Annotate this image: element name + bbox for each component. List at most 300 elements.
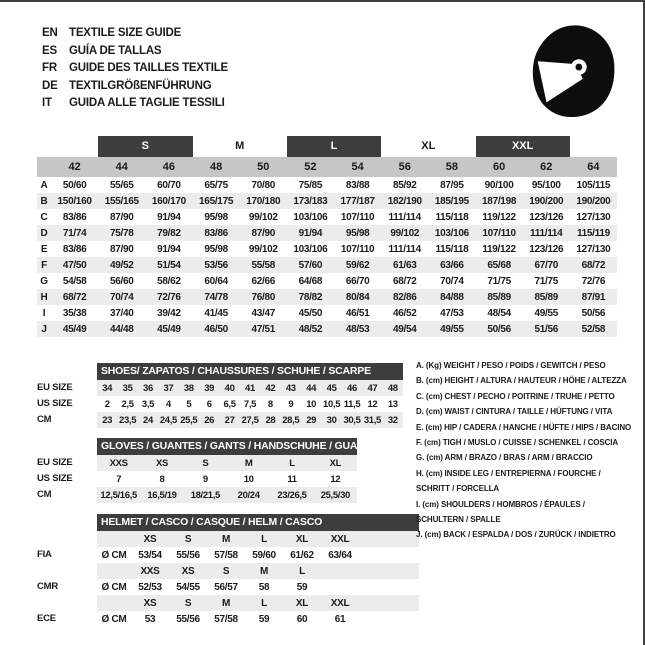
measurement-value: 107/110	[482, 227, 516, 239]
table-cell: 29	[306, 414, 317, 426]
measurement-value: 99/102	[248, 243, 278, 255]
measurement-row	[37, 177, 617, 193]
table-cell: 46	[347, 382, 357, 394]
table-cell: 10,5	[323, 398, 341, 410]
table-row	[97, 455, 357, 471]
gloves-table	[37, 438, 374, 503]
measurement-value: 123/126	[529, 243, 564, 255]
measurement-value: 70/74	[440, 275, 464, 287]
table-row	[97, 412, 403, 428]
language-legend	[42, 25, 228, 113]
table-cell: 54/55	[176, 581, 200, 593]
legend-line: E. (cm) HIP / CADERA / HANCHE / HÜFTE / HIPS / BACINO	[416, 422, 632, 432]
measurement-value: 85/92	[392, 179, 417, 191]
numeric-size: 62	[540, 161, 553, 173]
legend-item	[416, 358, 642, 373]
table-row	[97, 471, 357, 487]
measurement-value: 46/50	[204, 323, 228, 335]
measurement-value: 53/56	[204, 259, 228, 271]
measurement-value: 177/187	[340, 195, 375, 207]
table-cell: 57/58	[214, 613, 238, 625]
table-cell: 10	[306, 398, 317, 410]
table-cell: 53/54	[138, 549, 162, 561]
size-band-m: M	[235, 140, 245, 152]
legend-item	[416, 527, 642, 542]
legend-item	[416, 435, 642, 450]
table-cell: 8	[159, 473, 165, 485]
measurement-value: 49/55	[534, 307, 558, 319]
row-letter: B	[40, 195, 48, 207]
table-cell: 61	[334, 613, 346, 625]
table-cell: 59/60	[252, 549, 276, 561]
measurement-value: 71/74	[62, 227, 87, 239]
legend-item	[416, 420, 642, 435]
table-row	[97, 563, 419, 579]
measurement-value: 119/122	[482, 243, 516, 255]
table-cell: 18/21,5	[190, 489, 220, 501]
measurement-value: 95/98	[345, 227, 370, 239]
table-cell: XXL	[330, 533, 350, 545]
table-cell: 5	[186, 398, 192, 410]
numeric-size: 56	[398, 161, 411, 173]
measurement-value: 107/110	[340, 243, 375, 255]
measurement-row	[37, 289, 617, 305]
table-cell: M	[221, 533, 231, 545]
table-cell: XL	[329, 457, 342, 469]
measurement-row	[37, 321, 617, 337]
gloves-row-labels	[37, 438, 97, 503]
table-cell: 9	[202, 473, 208, 485]
legend-line: I. (cm) SHOULDERS / HOMBROS / ÉPAULES /	[416, 499, 585, 509]
measurement-value: 111/114	[388, 211, 421, 223]
measurement-value: 83/88	[345, 179, 370, 191]
table-cell: L	[261, 597, 267, 609]
legend-item	[416, 389, 642, 404]
row-label: FIA	[37, 549, 52, 560]
row-label: CMR	[37, 581, 59, 592]
table-cell: 12	[367, 398, 378, 410]
measurement-value: 91/94	[157, 211, 181, 223]
table-cell: M	[259, 565, 269, 577]
table-cell: 20/24	[237, 489, 260, 501]
table-cell: S	[222, 565, 230, 577]
table-cell: 11,5	[343, 398, 361, 410]
table-cell: 55/56	[176, 613, 200, 625]
legend-line: H. (cm) INSIDE LEG / ENTREPIERNA / FOURCHE /	[416, 468, 601, 478]
table-cell: 32	[387, 414, 398, 426]
table-cell: 28,5	[282, 414, 300, 426]
measurement-value: 51/54	[157, 259, 181, 271]
row-letter: C	[40, 211, 48, 223]
table-cell: 44	[306, 382, 317, 394]
measurement-value: 87/91	[581, 291, 606, 303]
table-cell: 28	[265, 414, 276, 426]
measurement-value: 49/54	[392, 323, 417, 335]
measurement-value: 47/51	[251, 323, 275, 335]
measurement-row	[37, 209, 617, 225]
measurement-value: 54/58	[62, 275, 87, 287]
measurement-value: 78/82	[298, 291, 323, 303]
table-cell: S	[184, 597, 192, 609]
measurement-value: 127/130	[576, 211, 611, 223]
numeric-size: 50	[257, 161, 270, 173]
measurement-value: 107/110	[340, 211, 375, 223]
language-title: TEXTILE SIZE GUIDE	[69, 27, 182, 39]
legend-line: B. (cm) HEIGHT / ALTURA / HAUTEUR / HÖHE / ALTEZZA	[416, 376, 627, 386]
row-label: US SIZE	[37, 398, 73, 409]
language-row	[42, 95, 228, 113]
measurement-value: 60/64	[204, 275, 228, 287]
size-band-xxl: XXL	[476, 136, 570, 157]
table-cell: 53	[144, 613, 156, 625]
table-cell: 59	[296, 581, 308, 593]
table-cell: Ø CM	[101, 613, 127, 625]
table-cell: Ø CM	[101, 581, 127, 593]
table-cell: XS	[143, 597, 157, 609]
measurement-value: 61/63	[392, 259, 417, 271]
size-band-row	[37, 136, 617, 157]
table-cell: 30	[326, 414, 337, 426]
table-cell: 2	[104, 398, 110, 410]
measurement-value: 46/52	[392, 307, 417, 319]
table-cell: 2,5	[121, 398, 134, 410]
size-band-xl: XL	[421, 140, 436, 152]
measurement-value: 45/50	[298, 307, 323, 319]
table-cell: L	[289, 457, 295, 469]
measurement-value: 72/76	[157, 291, 181, 303]
measurement-value: 39/42	[157, 307, 181, 319]
measurement-legend	[416, 358, 642, 543]
measurement-value: 123/126	[529, 211, 564, 223]
table-row	[97, 380, 403, 396]
measurement-value: 75/78	[109, 227, 134, 239]
table-row	[97, 579, 419, 595]
measurement-value: 47/53	[440, 307, 464, 319]
legend-line: C. (cm) CHEST / PECHO / POITRINE / TRUHE / PETTO	[416, 391, 615, 401]
measurement-value: 60/70	[157, 179, 181, 191]
measurement-value: 75/85	[298, 179, 323, 191]
measurement-value: 66/70	[345, 275, 370, 287]
table-cell: 3,5	[141, 398, 155, 410]
table-row	[97, 595, 419, 611]
row-letter: D	[40, 227, 48, 239]
row-label: ECE	[37, 613, 56, 624]
measurement-value: 127/130	[576, 243, 611, 255]
measurement-value: 111/114	[388, 243, 421, 255]
table-cell: 10	[243, 473, 254, 485]
row-label: US SIZE	[37, 473, 73, 484]
measurement-value: 87/90	[251, 227, 275, 239]
shoes-rows	[97, 380, 403, 428]
measurement-value: 64/68	[298, 275, 323, 287]
measurement-value: 43/47	[251, 307, 275, 319]
numeric-size: 60	[492, 161, 506, 173]
legend-line: F. (cm) TIGH / MUSLO / CUISSE / SCHENKEL / COSCIA	[416, 438, 619, 448]
table-cell: 23	[102, 414, 113, 426]
language-code: DE	[42, 79, 58, 92]
measurement-value: 50/56	[487, 323, 511, 335]
table-cell: XS	[181, 565, 195, 577]
row-label: CM	[37, 414, 52, 425]
table-cell: 24	[143, 414, 153, 426]
measurement-value: 173/183	[293, 195, 328, 207]
table-cell: 45	[326, 382, 337, 394]
measurement-value: 68/72	[392, 275, 417, 287]
numeric-size: 48	[209, 161, 223, 173]
measurement-value: 62/66	[251, 275, 275, 287]
measurement-value: 50/60	[62, 179, 87, 191]
row-letter: I	[42, 307, 46, 319]
measurement-value: 65/75	[204, 179, 228, 191]
gloves-rows	[97, 455, 357, 503]
measurement-value: 48/54	[487, 307, 511, 319]
numeric-size: 52	[304, 161, 317, 173]
legend-item	[416, 450, 642, 465]
table-cell: 35	[122, 382, 133, 394]
table-cell: 4	[165, 398, 171, 410]
table-cell: XS	[156, 457, 168, 469]
language-title: TEXTILGRÖßENFÜHRUNG	[69, 79, 212, 92]
table-cell: 38	[183, 382, 194, 394]
language-code: IT	[42, 97, 52, 110]
table-cell: 63/64	[328, 549, 352, 561]
numeric-size: 64	[587, 161, 600, 173]
measurement-value: 68/72	[62, 291, 87, 303]
measurement-value: 41/45	[204, 307, 228, 319]
numeric-size-row	[37, 157, 617, 177]
measurement-value: 51/56	[534, 323, 558, 335]
measurement-value: 76/80	[251, 291, 275, 303]
table-cell: 34	[102, 382, 113, 394]
table-cell: XS	[143, 533, 157, 545]
legend-line: SCHRITT / FORCELLA	[416, 484, 500, 494]
language-code: ES	[42, 44, 57, 57]
helmet-table-title: HELMET / CASCO / CASQUE / HELM / CASCO	[97, 514, 419, 531]
measurement-value: 48/52	[298, 323, 323, 335]
measurement-value: 87/90	[109, 211, 134, 223]
legend-item	[416, 497, 642, 528]
measurement-value: 47/50	[62, 259, 87, 271]
table-cell: 31,5	[363, 414, 381, 426]
measurement-value: 95/98	[204, 211, 228, 223]
table-cell: 23,5	[119, 414, 137, 426]
table-cell: 6	[206, 398, 212, 410]
measurement-value: 71/75	[487, 275, 511, 287]
table-cell: 58	[258, 581, 270, 593]
measurement-value: 50/56	[581, 307, 606, 319]
measurement-value: 83/86	[62, 243, 87, 255]
table-cell: 26	[204, 414, 215, 426]
measurement-value: 84/88	[440, 291, 464, 303]
legend-item	[416, 373, 642, 388]
measurement-value: 65/68	[487, 259, 511, 271]
measurement-value: 45/49	[157, 323, 181, 335]
measurement-value: 74/78	[204, 291, 228, 303]
shoes-table-body	[97, 363, 403, 428]
measurement-value: 46/51	[345, 307, 370, 319]
table-cell: 40	[224, 382, 235, 394]
table-cell: 6,5	[223, 398, 236, 410]
table-cell: S	[202, 457, 209, 469]
measurement-value: 85/89	[487, 291, 511, 303]
row-letter: A	[40, 179, 48, 191]
measurement-value: 59/62	[345, 259, 370, 271]
measurement-value: 85/89	[534, 291, 558, 303]
measurement-value: 71/75	[534, 275, 558, 287]
numeric-size: 58	[445, 161, 459, 173]
size-band-l: L	[287, 136, 381, 157]
table-cell: 47	[367, 382, 378, 394]
measurement-value: 150/160	[57, 195, 92, 207]
measurement-value: 68/72	[581, 259, 606, 271]
table-row	[97, 611, 419, 627]
measurement-value: 49/52	[109, 259, 134, 271]
numeric-size: 42	[68, 161, 81, 173]
legend-item	[416, 404, 642, 419]
row-label	[37, 563, 97, 579]
measurement-value: 82/86	[392, 291, 417, 303]
row-label: CM	[37, 489, 52, 500]
table-cell: 37	[163, 382, 174, 394]
gloves-table-title: GLOVES / GUANTES / GANTS / HANDSCHUHE / GUANTI	[97, 438, 357, 455]
table-cell: S	[184, 533, 192, 545]
row-letter: E	[40, 243, 48, 255]
row-letter: H	[40, 291, 48, 303]
measurement-value: 87/95	[440, 179, 464, 191]
measurement-row	[37, 241, 617, 257]
language-code: FR	[42, 62, 57, 75]
table-cell: 57/58	[214, 549, 238, 561]
language-row	[42, 25, 228, 43]
table-cell: 24,5	[159, 414, 177, 426]
measurement-value: 115/118	[435, 243, 469, 255]
measurement-row	[37, 193, 617, 209]
measurement-value: 190/200	[529, 195, 564, 207]
table-cell: L	[299, 565, 305, 577]
measurement-value: 45/49	[62, 323, 87, 335]
language-title: GUIDA ALLE TAGLIE TESSILI	[69, 97, 225, 110]
table-cell: 41	[245, 382, 255, 394]
measurement-value: 57/60	[298, 259, 323, 271]
language-title: GUIDE DES TAILLES TEXTILE	[69, 62, 228, 75]
measurement-value: 115/119	[576, 227, 610, 239]
size-band-s: S	[98, 136, 192, 157]
measurement-value: 79/82	[157, 227, 181, 239]
measurement-row	[37, 225, 617, 241]
measurement-value: 182/190	[387, 195, 422, 207]
row-label	[37, 595, 97, 611]
measurement-value: 48/53	[345, 323, 370, 335]
table-cell: XXL	[330, 597, 350, 609]
helmet-table	[37, 514, 419, 627]
table-row	[97, 547, 419, 563]
numeric-size: 54	[351, 161, 364, 173]
row-label: EU SIZE	[37, 457, 73, 468]
table-row	[97, 531, 419, 547]
measurement-value: 58/62	[157, 275, 181, 287]
row-letter: F	[41, 259, 47, 271]
table-cell: Ø CM	[101, 549, 127, 561]
measurement-value: 103/106	[434, 227, 469, 239]
table-cell: 12	[330, 473, 341, 485]
table-cell: 9	[288, 398, 294, 410]
language-title: GUÍA DE TALLAS	[69, 44, 162, 57]
table-cell: 7	[116, 473, 122, 485]
measurement-value: 91/94	[298, 227, 323, 239]
language-row	[42, 78, 228, 96]
measurement-value: 99/102	[248, 211, 278, 223]
measurement-value: 55/58	[251, 259, 275, 271]
measurement-value: 95/100	[531, 179, 561, 191]
table-cell: 13	[387, 398, 398, 410]
table-cell: M	[221, 597, 231, 609]
table-cell: 61/62	[290, 549, 314, 561]
measurement-value: 44/48	[109, 323, 134, 335]
measurement-value: 111/114	[530, 227, 563, 239]
table-cell: 42	[265, 382, 276, 394]
table-cell: 36	[143, 382, 153, 394]
table-cell: 27,5	[241, 414, 259, 426]
helmet-table-body	[97, 514, 419, 627]
table-cell: 48	[387, 382, 398, 394]
measurement-value: 56/60	[109, 275, 134, 287]
measurement-value: 103/106	[293, 243, 328, 255]
measurement-value: 55/65	[109, 179, 134, 191]
measurement-value: 67/70	[534, 259, 558, 271]
table-cell: 60	[296, 613, 308, 625]
measurement-value: 103/106	[293, 211, 328, 223]
table-cell: 56/57	[214, 581, 238, 593]
measurement-value: 155/165	[104, 195, 139, 207]
measurement-value: 95/98	[204, 243, 228, 255]
shoes-table	[37, 363, 403, 428]
helmet-rows	[97, 531, 419, 627]
measurement-value: 52/58	[581, 323, 606, 335]
table-cell: 39	[204, 382, 215, 394]
table-cell: 23/26,5	[277, 489, 307, 501]
helmet-icon	[527, 22, 617, 120]
table-cell: 11	[287, 473, 297, 485]
measurement-value: 160/170	[151, 195, 186, 207]
table-cell: 27	[224, 414, 235, 426]
measurement-value: 165/175	[199, 195, 234, 207]
measurement-value: 35/38	[62, 307, 87, 319]
table-cell: 7,5	[243, 398, 257, 410]
measurement-value: 105/115	[576, 179, 611, 191]
measurement-value: 63/66	[440, 259, 464, 271]
table-cell: 12,5/16,5	[100, 489, 137, 501]
gloves-table-body	[97, 438, 374, 503]
measurement-value: 83/86	[204, 227, 228, 239]
table-cell: XXS	[140, 565, 160, 577]
table-cell: M	[244, 457, 253, 469]
table-cell: XXS	[109, 457, 128, 469]
row-letter: G	[40, 275, 48, 287]
measurement-value: 187/198	[482, 195, 517, 207]
measurement-value: 87/90	[109, 243, 134, 255]
table-cell: L	[261, 533, 267, 545]
legend-line: SCHULTERN / SPALLE	[416, 515, 501, 525]
legend-line: G. (cm) ARM / BRAZO / BRAS / ARM / BRACCIO	[416, 453, 593, 463]
measurement-value: 91/94	[157, 243, 181, 255]
measurement-row	[37, 273, 617, 289]
table-cell: XL	[295, 597, 309, 609]
measurement-value: 119/122	[482, 211, 516, 223]
shoes-table-title: SHOES/ ZAPATOS / CHAUSSURES / SCHUHE / SCARPE	[97, 363, 403, 380]
row-label	[37, 531, 97, 547]
table-cell: 16,5/19	[147, 489, 177, 501]
numeric-size: 46	[162, 161, 176, 173]
